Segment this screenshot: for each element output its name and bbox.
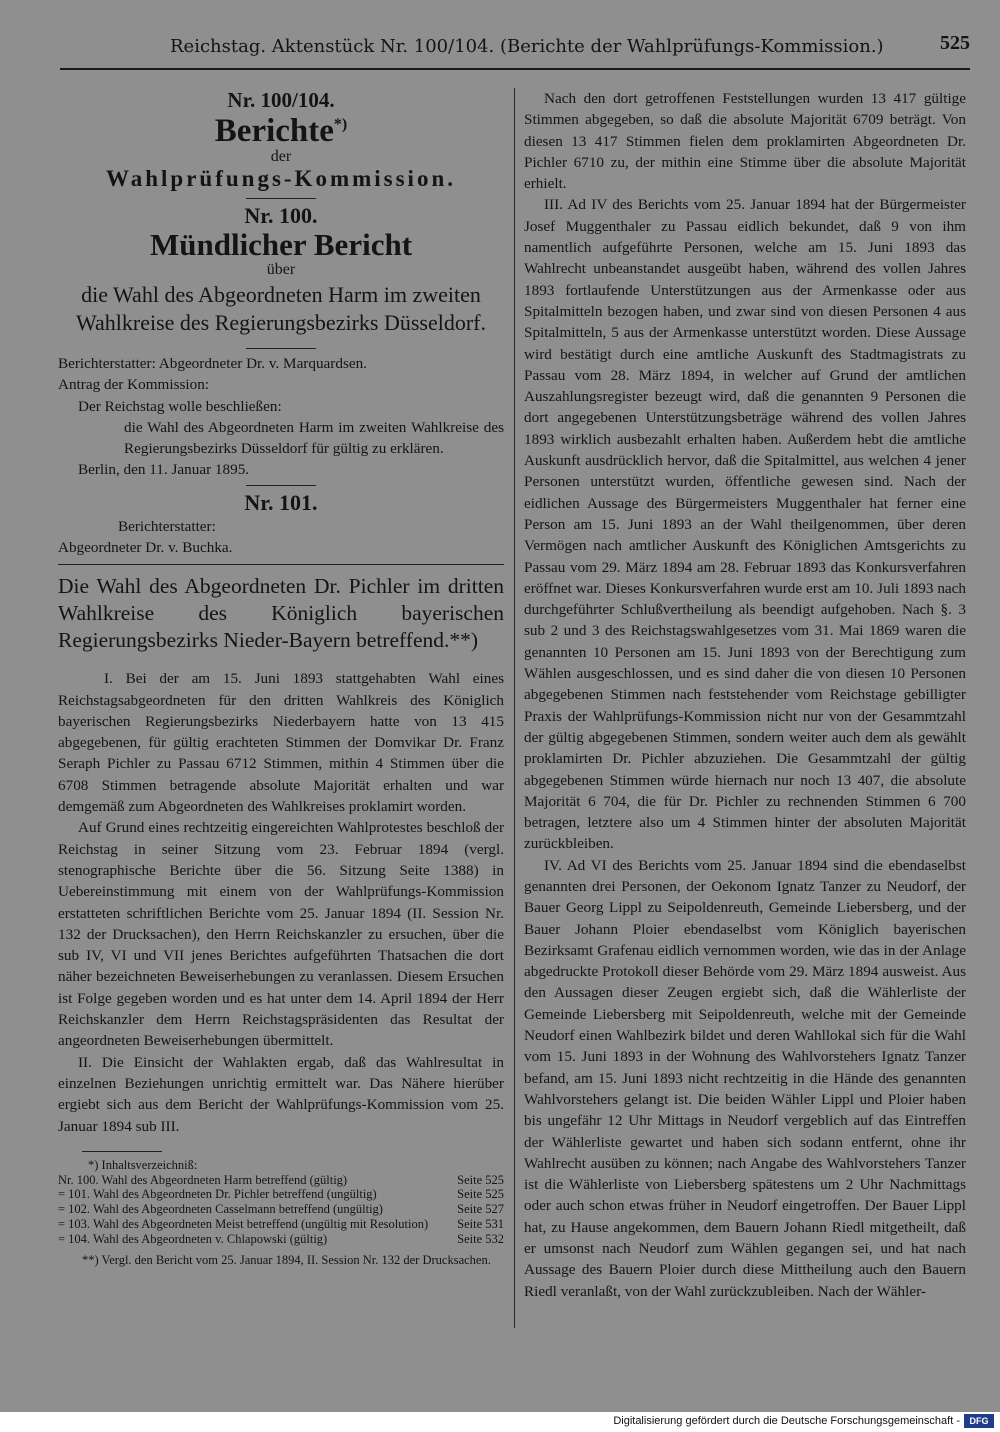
footnote-page: Seite 527 bbox=[457, 1202, 504, 1217]
footnote-entry: = 103. Wahl des Abgeordneten Meist betreffend (ungültig mit Resolution) bbox=[58, 1217, 429, 1232]
footnote-entry: Nr. 100. Wahl des Abgeordneten Harm betreffend (gültig) bbox=[58, 1172, 348, 1187]
reichstag-wolle: Der Reichstag wolle beschließen: bbox=[78, 397, 282, 415]
footnote-row bbox=[58, 1187, 504, 1202]
antrag-label: Antrag der Kommission: bbox=[58, 376, 210, 394]
subject-101: Die Wahl des Abgeordneten Dr. Pichler im dritten Wahlkreise des Königlich bayerischen Regierungsbezirks Nieder-Bayern betreffend.**) bbox=[58, 574, 504, 653]
muendlicher-bericht-title: Mündlicher Bericht bbox=[149, 226, 413, 262]
footnote-page: Seite 525 bbox=[457, 1172, 504, 1187]
running-head: Reichstag. Aktenstück Nr. 100/104. (Berichte der Wahlprüfungs-Kommission.) bbox=[170, 36, 884, 57]
berichterstatter-101-name: Abgeordneter Dr. v. Buchka. bbox=[58, 539, 233, 556]
document-number: Nr. 100/104. bbox=[227, 88, 335, 112]
paragraph-IV: IV. Ad VI des Berichts vom 25. Januar 1894 sind die ebendaselbst genannten drei Personen, der Oekonom Ignatz Tanzer zu Neudorf, der Bauer Georg Lippl zu Seipoldenreuth, Gemeinde Liebersberg, und der Bauer Johann Ploier ebendaselbst vom Königlich bayerischen Bezirksamt Grafenau eidlich vernommen worden, wie das in der Anlage abgedruckte Protokoll dieser Behörde vom 29. März 1894 ausweist. Aus den Aussagen dieser Zeugen ergiebt sich, daß die Wählerliste der Gemeinde Liebersberg mit Seipoldenreuth, welche mit der Gemeinde Neudorf einen Wahlbezirk bildet und deren Wahllokal sich für die Wahl vom 15. Juni 1893 in der Wohnung des Wahlvorstehers Ignatz Tanzer befand, am 15. Juni 1893 nicht rechtzeitig in die Hände des genannten Wahlvorstehers gelangt ist. Die beiden Wähler Lippl und Ploier haben bis ungefähr 12 Uhr Mittags in Neudorf vergeblich auf das Eintreffen der Wählerliste gewartet und haben sich sodann entfernt, ohne ihr Wahlrecht ausüben zu können; nach Angabe des Wahlvorstehers Tanzer ist die Wählerliste von Liebersberg spätestens um 2 Uhr Nachmittags oder auch schon etwas früher in Neudorf eingetroffen. Der Bauer Lippl hat, zu Hause angekommen, dem Bauern Johann Riedl mitgetheilt, daß er umsonst nach Neudorf zum Wählen gegangen sei, und hat nach Aussage des Bauern Ploier durch diese Mittheilung auch den Bauern Riedl veranlaßt, von der Wahl zurückzubleiben. Nach der Wähler- bbox=[524, 856, 966, 1300]
page-header bbox=[0, 30, 1000, 70]
footnote-rule bbox=[82, 1151, 162, 1152]
paragraph-I: I. Bei der am 15. Juni 1893 stattgehabten Wahl eines Reichstagsabgeordneten für den dritten Wahlkreis des Königlich bayerischen Regierungsbezirks Niederbayern hatte von 13 415 abgegebenen, für gültig erachteten Stimmen der Domvikar Dr. Franz Seraph Pichler zu Passau 6712 Stimmen, mithin 4 Stimmen über die 6708 Stimmen betragende absolute Majorität erhalten und war demgemäß zum Abgeordneten des Wahlkreises proklamirt worden. bbox=[58, 670, 504, 816]
footnote-page: Seite 525 bbox=[457, 1187, 504, 1202]
footnote-entry: = 102. Wahl des Abgeordneten Casselmann betreffend (ungültig) bbox=[58, 1202, 383, 1217]
subject-100: die Wahl des Abgeordneten Harm im zweiten Wahlkreise des Regierungsbezirks Düsseldorf. bbox=[75, 281, 486, 336]
paragraph-auf-grund: Auf Grund eines rechtzeitig eingereichten Wahlprotestes beschloß der Reichstag in seiner Sitzung vom 23. Februar 1894 (vergl. stenographische Berichte über die 56. Sitzung Seite 1388) in Uebereinstimmung mit einem von der Wahlprüfungs-Kommission erstatteten schriftlichen Berichte vom 25. Januar 1894 (II. Session Nr. 132 der Drucksachen), den Herrn Reichskanzler zu ersuchen, über die sub IV, VI und VII jenes Berichtes aufgeführten Thatsachen die dort näher bezeichneten Beweiserhebungen zu veranlassen. Diesem Ersuchen ist Folge gegeben worden und es hat unter dem 14. April 1894 der Herr Reichskanzler dem Herrn Reichstagspräsidenten das Resultat der angeordneten Beweiserhebungen übermittelt. bbox=[58, 819, 504, 1050]
paragraph-II: II. Die Einsicht der Wahlakten ergab, daß das Wahlresultat in einzelnen Beziehungen unrichtig ermittelt war. Das Nähere hierüber ergiebt sich aus dem Bericht der Wahlprüfungs-Kommission vom 25. Januar 1894 sub III. bbox=[58, 1053, 504, 1135]
footnote-row bbox=[58, 1232, 504, 1247]
short-rule bbox=[246, 485, 316, 486]
left-column bbox=[58, 88, 504, 1267]
der-label: der bbox=[270, 148, 292, 165]
berichte-title bbox=[58, 115, 504, 148]
nr101-heading: Nr. 101. bbox=[244, 489, 318, 515]
berlin-date: Berlin, den 11. Januar 1895. bbox=[78, 461, 250, 479]
footer-bar bbox=[0, 1412, 1000, 1432]
footnote-entry: = 101. Wahl des Abgeordneten Dr. Pichler betreffend (ungültig) bbox=[58, 1187, 377, 1202]
berichte-footnote-mark: *) bbox=[333, 116, 348, 133]
dfg-logo[interactable]: DFG bbox=[964, 1414, 994, 1428]
section-rule bbox=[58, 564, 504, 565]
footnote-page: Seite 532 bbox=[457, 1231, 504, 1246]
kommission-title: Wahlprüfungs-Kommission. bbox=[106, 165, 456, 191]
page-number: 525 bbox=[940, 32, 970, 54]
short-rule bbox=[246, 198, 316, 199]
ueber-label: über bbox=[266, 261, 296, 279]
footnote-title: *) Inhaltsverzeichniß: bbox=[88, 1157, 198, 1172]
footnote-2: **) Vergl. den Bericht vom 25. Januar 1894, II. Session Nr. 132 der Drucksachen. bbox=[82, 1252, 491, 1267]
nr100-heading: Nr. 100. bbox=[244, 202, 318, 228]
column-divider bbox=[514, 88, 515, 1328]
berichte-word: Berichte bbox=[214, 113, 334, 149]
header-rule bbox=[60, 68, 970, 70]
right-column bbox=[524, 88, 966, 1302]
footnote-block bbox=[58, 1158, 504, 1268]
berichterstatter-101-label: Berichterstatter: bbox=[118, 517, 216, 535]
footnote-row bbox=[58, 1202, 504, 1217]
footnote-row bbox=[58, 1173, 504, 1188]
footnote-row bbox=[58, 1217, 504, 1232]
footnote-page: Seite 531 bbox=[457, 1217, 504, 1232]
short-rule bbox=[246, 348, 316, 349]
berichterstatter-100: Berichterstatter: Abgeordneter Dr. v. Marquardsen. bbox=[58, 354, 367, 372]
paragraph-III: III. Ad IV des Berichts vom 25. Januar 1894 hat der Bürgermeister Josef Muggenthaler zu Passau eidlich bekundet, daß 9 von ihm namentlich aufgeführte Personen, welche am 15. Juni 1893 das Wahlrecht unbeanstandet ausgeübt haben, während des vollen Jahres 1893 fortlaufende Unterstützungen aus der Armenkasse oder aus Spitalmitteln bezogen haben, und zwar sind von diesen Personen 4 aus Spitalmitteln, 5 aus der Armenkasse unterstützt worden. Diese Aussage wird bestätigt durch eine amtliche Auskunft des Stadtmagistrats zu Passau vom 28. März 1894, in welcher auf Grund der amtlichen Auszahlungsregister bezeugt wird, daß die genannten 9 Personen die dort angegebenen Unterstützungsbeträge während des vollen Jahres 1893 wirklich ausbezahlt erhalten haben. Außerdem hebt die amtliche Auskunft ausdrücklich hervor, daß die Spitalmittel, aus welchen 4 jener Personen unterstützt wurden, öffentliche gewesen sind. Nach der eidlichen Aussage des Bürgermeisters Muggenthaler hat ferner eine Person am 15. Juni 1893 an der Wahl theilgenommen, über deren Vermögen nach amtlicher Auskunft des Königlichen Amtsgerichts zu Passau vom 29. März 1894 am 28. Februar 1893 das Konkursverfahren eröffnet war. Dieses Konkursverfahren wurde erst am 10. Juli 1893 nach durchgeführter Schlußvertheilung als beendigt aufgehoben. Nach §. 3 sub 2 und 3 des Reichstagswahlgesetzes vom 31. Mai 1869 waren die genannten 10 Personen am 15. Juni 1893 von der Berechtigung zum Wählen ausgeschlossen, und es sind daher die von diesen 10 Personen abgegebenen Stimmen nach feststehender vom Reichstage gebilligter Praxis der Wahlprüfungs-Kommission nicht nur von der Gesammtzahl der gültig abgegebenen Stimmen, sondern weiter auch dem als gewählt proklamirten Dr. Pichler abzuziehen. Die Gesammtzahl der gültig abgegebenen Stimmen würde hiernach nur noch 13 407, die absolute Majorität 6 704, die für Dr. Pichler zu rechnenden Stimmen 6 700 betragen, letztere also um 4 Stimmen hinter der absoluten Majorität zurückbleiben. bbox=[524, 196, 966, 853]
footnote-entry: = 104. Wahl des Abgeordneten v. Chlapowski (gültig) bbox=[58, 1231, 328, 1246]
antrag-text: die Wahl des Abgeordneten Harm im zweiten Wahlkreise des Regierungsbezirks Düsseldorf für gültig zu erklären. bbox=[124, 418, 504, 458]
dfg-credit: Digitalisierung gefördert durch die Deutsche Forschungsgemeinschaft - bbox=[613, 1415, 960, 1427]
paragraph-1-right: Nach den dort getroffenen Feststellungen wurden 13 417 gültige Stimmen abgegeben, so daß die absolute Majorität 6709 beträgt. Von diesen 13 417 Stimmen fielen dem proklamirten Abgeordneten Dr. Pichler 6710 zu, der mithin eine Stimme über die absolute Majorität erhielt. bbox=[524, 90, 966, 193]
